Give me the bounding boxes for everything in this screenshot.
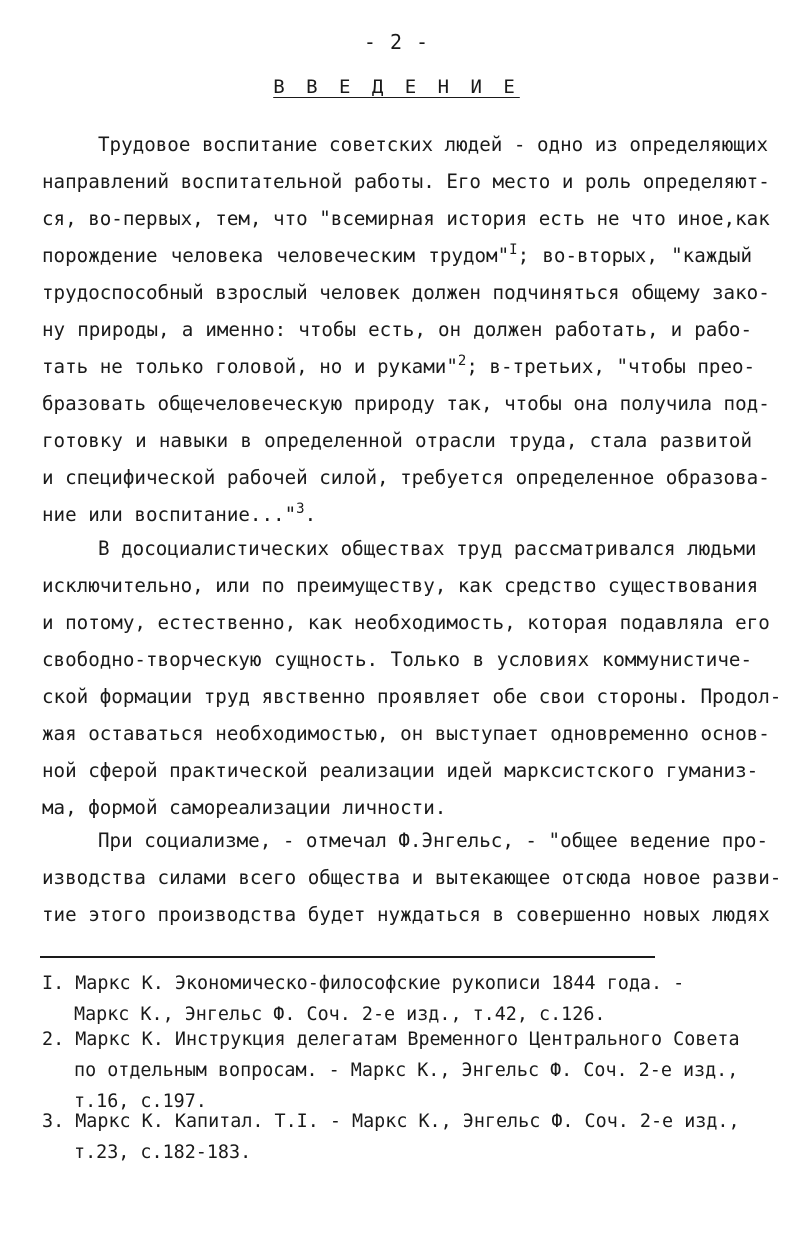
paragraph-1: [42, 126, 770, 533]
text-line: ской формации труд явственно проявляет обе свои стороны. Продол-: [42, 685, 782, 708]
footnote-divider: [40, 956, 655, 958]
text-line: В досоциалистических обществах труд рассматривался людьми: [98, 537, 757, 560]
text-line: ной сферой практической реализации идей марксистского гуманиз-: [42, 759, 759, 782]
footnote-number: 2.: [42, 1029, 65, 1050]
page-number: - 2 -: [363, 30, 430, 54]
footnote-line: I. Маркс К. Экономическо-философские рукописи 1844 года. -: [42, 973, 685, 994]
footnote-ref-2: 2: [457, 353, 467, 369]
footnote-line: т.16, с.197.: [74, 1091, 207, 1112]
text-line: и специфической рабочей силой, требуется определенное образова-: [42, 466, 770, 489]
text-line: тие этого производства будет нуждаться в совершенно новых людях: [42, 903, 770, 926]
footnote-2: [42, 1024, 752, 1117]
text-line: Трудовое воспитание советских людей - одно из определяющих: [98, 133, 769, 156]
text-line: трудоспособный взрослый человек должен подчиняться общему зако-: [42, 281, 770, 304]
text-line: ма, формой самореализации личности.: [42, 796, 447, 819]
text-line: ние или воспитание..."$^3$.: [42, 501, 317, 526]
footnote-line: Маркс К., Энгельс Ф. Соч. 2-е изд., т.42, с.126.: [74, 1004, 606, 1025]
footnote-number: I.: [42, 973, 65, 994]
footnote-ref-1: I: [509, 242, 518, 258]
text-line: исключительно, или по преимуществу, как средство существования: [42, 574, 759, 597]
footnote-line: т.23, с.182-183.: [74, 1142, 252, 1163]
paragraph-2: [42, 530, 782, 826]
text-line: изводства силами всего общества и вытекающее отсюда новое разви-: [42, 866, 782, 889]
footnote-1: [42, 968, 752, 1030]
text-line: бразовать общечеловеческую природу так, чтобы она получила под-: [42, 392, 770, 415]
text-line: готовку и навыки в определенной отрасли труда, стала развитой: [42, 429, 752, 452]
paragraph-3: [42, 822, 782, 933]
text-line: и потому, естественно, как необходимость, которая подавляла его: [42, 611, 770, 634]
text-line: свободно-творческую сущность. Только в условиях коммунистиче-: [42, 648, 752, 671]
footnote-ref-3: 3: [296, 501, 305, 517]
text-line: порождение человека человеческим трудом"$^I$; во-вторых, "каждый: [42, 242, 752, 267]
text-line: направлений воспитательной работы. Его место и роль определяют-: [42, 170, 770, 193]
section-heading: В В Е Д Е Н И Е: [273, 76, 520, 98]
footnote-line: 3. Маркс К. Капитал. Т.I. - Маркс К., Энгельс Ф. Соч. 2-е изд.,: [42, 1111, 740, 1132]
footnote-number: 3.: [42, 1111, 65, 1132]
text-line: При социализме, - отмечал Ф.Энгельс, - "общее ведение про-: [98, 829, 769, 852]
footnote-line: 2. Маркс К. Инструкция делегатам Временного Центрального Совета: [42, 1029, 740, 1050]
footnote-line: по отдельным вопросам. - Маркс К., Энгельс Ф. Соч. 2-е изд.,: [74, 1060, 739, 1081]
text-line: тать не только головой, но и руками"$^2$; в-третьих, "чтобы прео-: [42, 353, 756, 378]
text-line: ся, во-первых, тем, что "всемирная история есть не что иное,как: [42, 207, 770, 230]
text-line: ну природы, а именно: чтобы есть, он должен работать, и рабо-: [42, 318, 752, 341]
footnote-3: [42, 1106, 752, 1168]
text-line: жая оставаться необходимостью, он выступает одновременно основ-: [42, 722, 770, 745]
